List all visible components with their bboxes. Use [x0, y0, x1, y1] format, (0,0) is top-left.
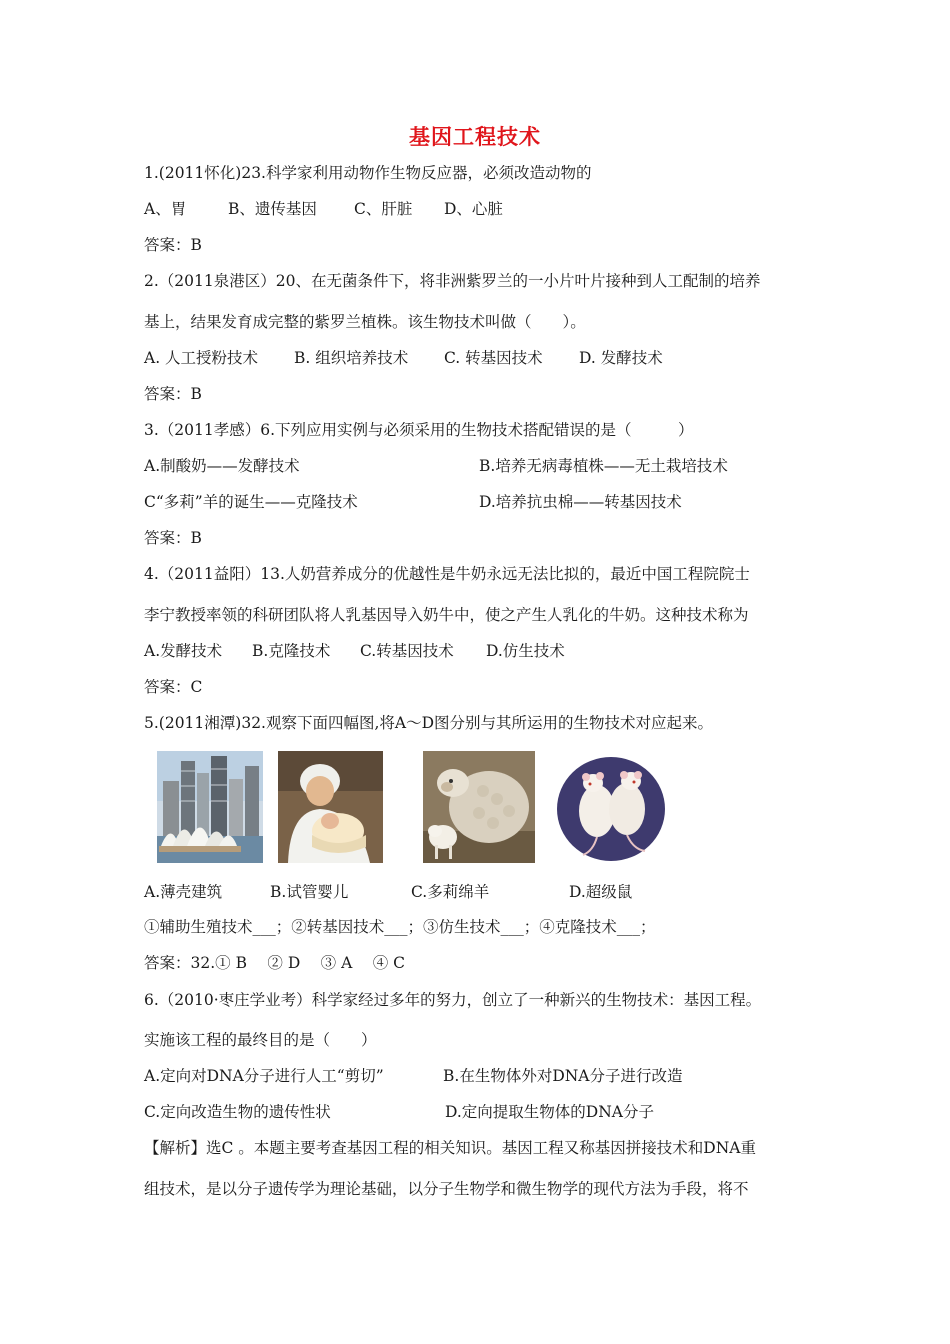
question-6-option-c: C.定向改造生物的遗传性状	[144, 1103, 331, 1121]
question-3-option-a: A.制酸奶——发酵技术	[144, 457, 300, 475]
question-5-blanks: ①辅助生殖技术___；②转基因技术___；③仿生技术___；④克隆技术___；	[144, 918, 656, 936]
question-1-answer: 答案：B	[144, 236, 202, 254]
caption-b: B.试管婴儿	[270, 883, 349, 901]
caption-d: D.超级鼠	[569, 883, 633, 901]
option-d: D. 发酵技术	[579, 349, 663, 367]
question-4-answer: 答案：C	[144, 678, 203, 696]
question-6-stem-line2: 实施该工程的最终目的是（ ）	[144, 1031, 377, 1049]
option-b: B. 组织培养技术	[294, 349, 409, 367]
option-c: C. 转基因技术	[444, 349, 543, 367]
question-4-options	[144, 641, 565, 661]
option-d: D、心脏	[444, 200, 503, 218]
question-6-analysis-line2: 组技术，是以分子遗传学为理论基础，以分子生物学和微生物学的现代方法为手段，将不	[144, 1180, 749, 1198]
super-mouse-image	[557, 751, 666, 863]
question-6-analysis-line1: 【解析】选C 。本题主要考查基因工程的相关知识。基因工程又称基因拼接技术和DNA重	[144, 1139, 756, 1157]
question-2-stem-line2: 基上，结果发育成完整的紫罗兰植株。该生物技术叫做（ ）。	[144, 313, 586, 331]
option-a: A.发酵技术	[144, 642, 223, 660]
question-6-option-d: D.定向提取生物体的DNA分子	[445, 1103, 654, 1121]
thin-shell-building-image	[157, 751, 263, 863]
question-2-stem-line1: 2.（2011泉港区）20、在无菌条件下，将非洲紫罗兰的一小片叶片接种到人工配制的培养	[144, 272, 761, 290]
option-b: B、遗传基因	[228, 200, 317, 218]
option-b: B.克隆技术	[252, 642, 331, 660]
test-tube-baby-image	[278, 751, 383, 863]
question-5-answer: 答案：32.① B ② D ③ A ④ C	[144, 954, 406, 972]
option-a: A. 人工授粉技术	[144, 349, 259, 367]
question-5-stem: 5.(2011湘潭)32.观察下面四幅图,将A～D图分别与其所运用的生物技术对应起来。	[144, 714, 714, 732]
question-2-answer: 答案：B	[144, 385, 202, 403]
question-4-stem-line2: 李宁教授率领的科研团队将人乳基因导入奶牛中，使之产生人乳化的牛奶。这种技术称为	[144, 606, 749, 624]
question-2-options	[144, 348, 663, 368]
page-title: 基因工程技术	[409, 125, 541, 149]
question-3-answer: 答案：B	[144, 529, 202, 547]
option-d: D.仿生技术	[486, 642, 565, 660]
question-6-stem-line1: 6.（2010·枣庄学业考）科学家经过多年的努力，创立了一种新兴的生物技术：基因工程。	[144, 991, 762, 1009]
question-3-stem: 3.（2011孝感）6.下列应用实例与必须采用的生物技术搭配错误的是（ ）	[144, 421, 694, 439]
dolly-sheep-image	[423, 751, 535, 863]
question-1-options	[144, 199, 503, 219]
question-6-option-b: B.在生物体外对DNA分子进行改造	[443, 1067, 683, 1085]
caption-a: A.薄壳建筑	[144, 883, 223, 901]
option-c: C.转基因技术	[360, 642, 454, 660]
option-c: C、肝脏	[354, 200, 413, 218]
question-3-option-b: B.培养无病毒植株——无土栽培技术	[479, 457, 728, 475]
question-3-option-d: D.培养抗虫棉——转基因技术	[479, 493, 682, 511]
question-4-stem-line1: 4.（2011益阳）13.人奶营养成分的优越性是牛奶永远无法比拟的，最近中国工程院院士	[144, 565, 750, 583]
caption-c: C.多莉绵羊	[411, 883, 490, 901]
question-6-option-a: A.定向对DNA分子进行人工“剪切”	[144, 1067, 384, 1085]
question-3-option-c: C“多莉”羊的诞生——克隆技术	[144, 493, 358, 511]
option-a: A、胃	[144, 200, 187, 218]
question-1-stem: 1.(2011怀化)23.科学家利用动物作生物反应器，必须改造动物的	[144, 164, 592, 182]
